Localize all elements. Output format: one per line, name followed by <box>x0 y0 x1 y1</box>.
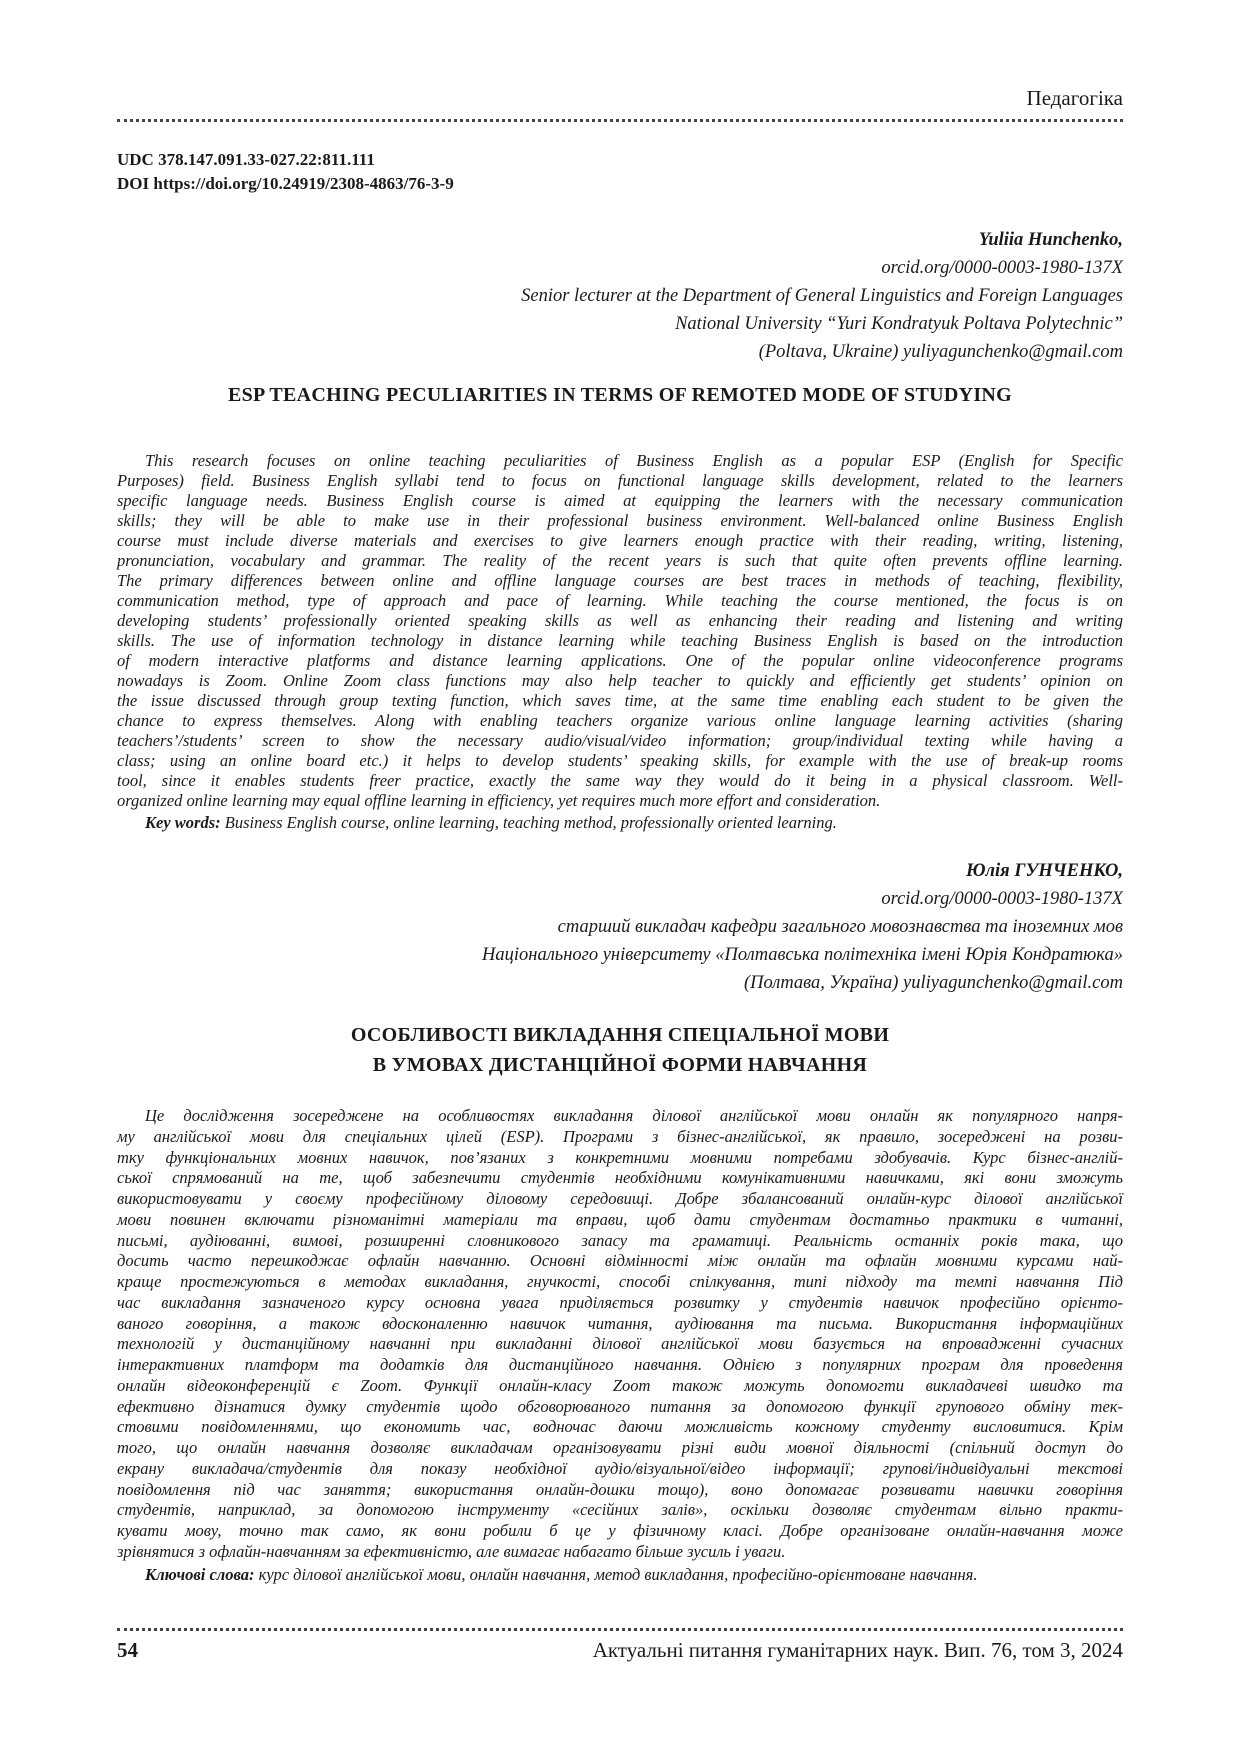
abstract-line: teachers’/students’ screen to show the necessary audio/visual/video information; group/individual texting while having a <box>117 731 1123 750</box>
author-position: старший викладач кафедри загального мовознавства та іноземних мов <box>557 917 1123 937</box>
abstract-line: ської спрямований на те, щоб забезпечити студентів необхідними комунікативними навичками, які вони зможуть <box>117 1168 1123 1188</box>
author-orcid: orcid.org/0000-0003-1980-137X <box>881 258 1123 278</box>
author-name: Юлія ГУНЧЕНКО, <box>966 861 1123 881</box>
abstract-line: specific language needs. Business English course is aimed at equipping the learners with the necessary communication <box>117 491 1123 510</box>
journal-citation: Актуальні питання гуманітарних наук. Вип. 76, том 3, 2024 <box>592 1638 1123 1662</box>
abstract-line: Це дослідження зосереджене на особливостях викладання ділової англійської мови онлайн як популярного напря- <box>145 1106 1123 1125</box>
title-line: В УМОВАХ ДИСТАНЦІЙНОЇ ФОРМИ НАВЧАННЯ <box>372 1054 868 1076</box>
abstract-line: му англійської мови для спеціальних цілей (ESP). Програми з бізнес-англійської, як правило, зосереджені на розви- <box>117 1126 1123 1146</box>
running-head: Педагогіка <box>1026 86 1123 110</box>
abstract-line: chance to express themselves. Along with enabling teachers organize various online language learning activities (sharing <box>117 711 1123 730</box>
keywords-text: курс ділової англійської мови, онлайн навчання, метод викладання, професійно-орієнтоване навчання. <box>254 1565 978 1584</box>
abstract-line: тку функціональних мовних навичок, пов’язаних з конкретними мовними потребами здобувачів. Курс бізнес-англій- <box>117 1147 1123 1167</box>
author-block-en <box>521 226 1123 366</box>
abstract-line: This research focuses on online teaching peculiarities of Business English as a popular ESP (English for Specific <box>145 451 1123 470</box>
abstract-line: pronunciation, vocabulary and grammar. The reality of the recent years is such that quite often prevents offline learning. <box>117 551 1123 570</box>
abstract-line: кувати мову, точно так само, як вони робили б це у фізичному класі. Добре організоване онлайн-навчання може <box>117 1521 1123 1540</box>
abstract-line: зрівнятися з офлайн-навчанням за ефективністю, але вимагає набагато більше зусиль і уваги. <box>117 1541 786 1561</box>
author-name: Yuliia Hunchenko, <box>978 230 1123 250</box>
abstract-line: The primary differences between online and offline language courses are best traces in methods of teaching, flexibility, <box>117 571 1123 590</box>
abstract-line: class; using an online board etc.) it helps to develop students’ speaking skills, for example with the use of break-up rooms <box>117 751 1123 770</box>
abstract-line: інтерактивних платформ та додатків для дистанційного навчання. Однією з популярних програм для проведення <box>117 1355 1123 1374</box>
abstract-line: Purposes) field. Business English syllabi tend to focus on functional language skills development, related to the learners <box>117 471 1123 490</box>
abstract-line: досить часто перешкоджає офлайн навчанню. Основні відмінності між онлайн та офлайн мовними курсами най- <box>117 1251 1123 1271</box>
abstract-line: of modern interactive platforms and distance learning applications. One of the popular online videoconference programs <box>117 651 1123 670</box>
abstract-line: стовими повідомленнями, що економить час, водночас даючи можливість кожному студенту висловитися. Крім <box>117 1417 1123 1437</box>
article-title-en: ESP TEACHING PECULIARITIES IN TERMS OF REMOTED MODE OF STUDYING <box>227 384 1013 406</box>
abstract-line: skills. The use of information technology in distance learning while teaching Business English is based on the introduction <box>117 631 1123 650</box>
page-number: 54 <box>117 1638 138 1662</box>
abstract-line: онлайн відеоконференцій є Zoom. Функції онлайн-класу Zoom також можуть допомогти викладачеві швидко та <box>117 1375 1123 1395</box>
abstract-line: використовувати у своєму професійному діловому середовищі. Добре збалансований онлайн-курс ділової англійської <box>117 1189 1123 1208</box>
abstract-en <box>117 451 1123 811</box>
abstract-line: краще простежуються в методах викладання, гнучкості, способі спілкування, типі підходу та темпі навчання Під <box>117 1272 1123 1291</box>
header-divider <box>117 119 1123 122</box>
abstract-line: nowadays is Zoom. Online Zoom class functions may also help teacher to quickly and efficiently get students’ opinion on <box>117 671 1123 690</box>
abstract-line: того, що онлайн навчання дозволяє викладачам організовувати різні види мовної діяльності (спільний доступ до <box>117 1438 1123 1457</box>
title-line: ОСОБЛИВОСТІ ВИКЛАДАННЯ СПЕЦІАЛЬНОЇ МОВИ <box>350 1024 890 1046</box>
abstract-line: communication method, type of approach and pace of learning. While teaching the course mentioned, the focus is on <box>117 591 1123 610</box>
author-position: Senior lecturer at the Department of General Linguistics and Foreign Languages <box>521 286 1123 306</box>
abstract-line: повідомлення під час заняття; використання онлайн-дошки тощо), воно допомагає розвивати навички говоріння <box>117 1479 1123 1499</box>
footer-divider <box>117 1628 1123 1631</box>
keywords-uk <box>117 1564 1123 1586</box>
author-orcid: orcid.org/0000-0003-1980-137X <box>881 889 1123 909</box>
author-location-email: (Poltava, Ukraine) yuliyagunchenko@gmail.com <box>758 342 1123 362</box>
doi: DOI https://doi.org/10.24919/2308-4863/76-3-9 <box>117 174 454 193</box>
abstract-line: developing students’ professionally oriented speaking skills as well as enhancing their reading and listening and writing <box>117 611 1123 630</box>
abstract-line: студентів, наприклад, за допомогою інструменту «сесійних залів», оскільки дозволяє студентам вільно практи- <box>117 1500 1123 1520</box>
author-university: Національного університету «Полтавська політехніка імені Юрія Кондратюка» <box>482 945 1123 965</box>
abstract-line: the issue discussed through group texting function, which saves time, at the same time enabling each student to be given the <box>117 691 1123 710</box>
abstract-line: course must include diverse materials and exercises to give learners enough practice with their reading, writing, listening, <box>117 531 1123 550</box>
abstract-line: ваного говоріння, а також вдосконаленню навичок читання, аудіювання та письма. Використання інформаційних <box>117 1313 1123 1333</box>
author-university: National University “Yuri Kondratyuk Poltava Polytechnic” <box>675 314 1123 334</box>
article-title-uk <box>117 1020 1123 1080</box>
abstract-line: екрану викладача/студентів для показу необхідної аудіо/візуальної/відео інформації; групові/індивідуальні текстові <box>117 1458 1123 1478</box>
keywords-text: Business English course, online learning, teaching method, professionally oriented learning. <box>220 813 837 832</box>
abstract-line: organized online learning may equal offline learning in efficiency, yet requires much more effort and consideration. <box>117 791 881 810</box>
keywords-label: Key words: <box>145 813 221 832</box>
abstract-line: час викладання зазначеного курсу основна увага приділяється розвитку у студентів навичок професійно орієнто- <box>117 1292 1123 1312</box>
author-block-uk <box>482 857 1123 997</box>
abstract-line: письмі, аудіюванні, вимові, розширенні словникового запасу та граматиці. Реальність останніх років така, що <box>117 1230 1123 1250</box>
keywords-en <box>117 812 1123 834</box>
author-location-email: (Полтава, Україна) yuliyagunchenko@gmail.com <box>743 973 1123 993</box>
abstract-line: tool, since it enables students freer practice, exactly the same way they would do it being in a physical classroom. Well- <box>117 771 1123 790</box>
abstract-line: ефективно дізнатися думку студентів щодо обговорюваного питання за допомогою функції групового обміну тек- <box>117 1396 1123 1416</box>
abstract-line: технологій у дистанційному навчанні при викладанні ділової англійської мови базується на впровадженні сучасних <box>117 1334 1123 1354</box>
abstract-line: мови повинен включати різноманітні матеріали та вправи, щоб дати студентам достатньо практики в читанні, <box>117 1209 1123 1229</box>
udc: UDC 378.147.091.33-027.22:811.111 <box>117 150 375 169</box>
abstract-uk <box>117 1106 1123 1563</box>
abstract-line: skills; they will be able to make use in their professional business environment. Well-balanced online Business English <box>117 511 1123 530</box>
keywords-label: Ключові слова: <box>145 1565 255 1584</box>
